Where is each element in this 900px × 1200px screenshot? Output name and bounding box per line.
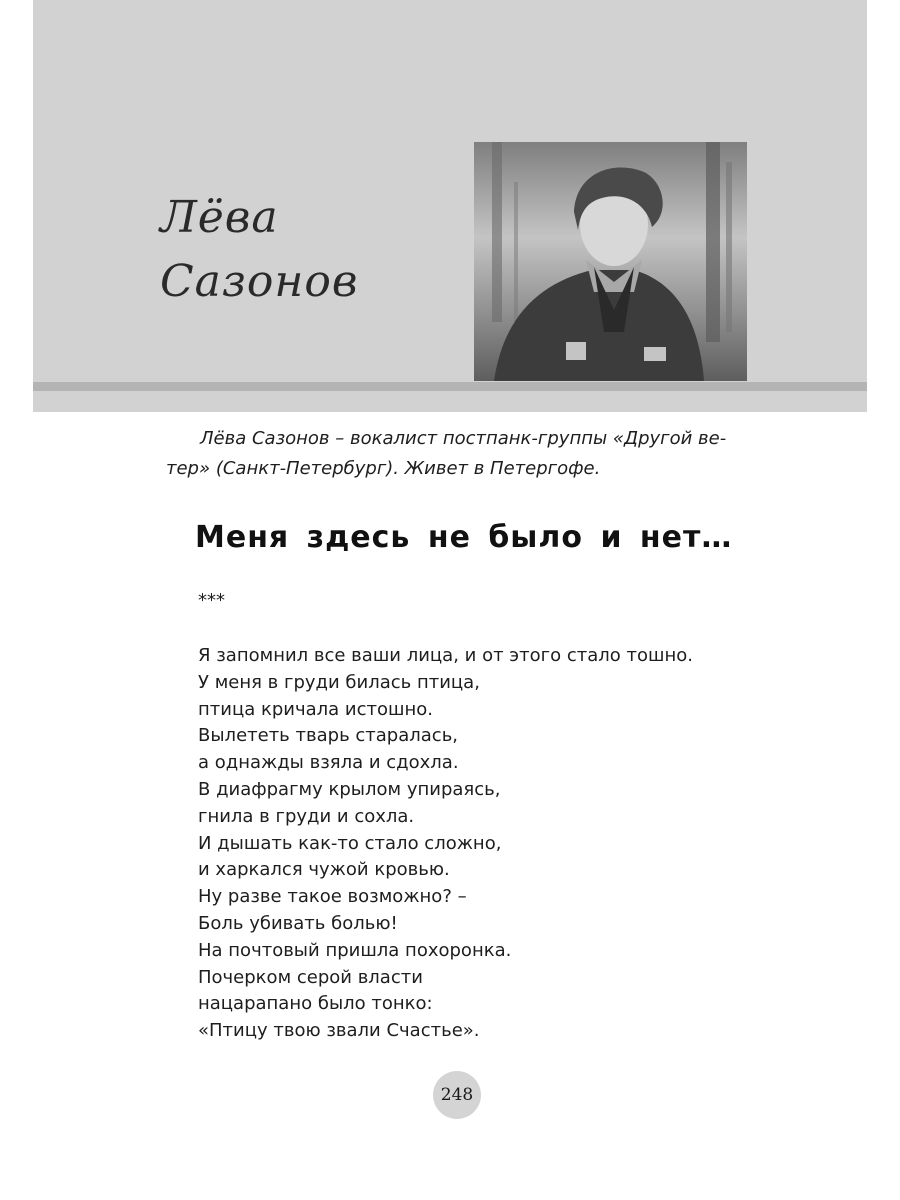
poem-line: В диафрагму крылом упираясь, <box>198 778 501 800</box>
poem-line: и харкался чужой кровью. <box>198 859 450 881</box>
poem-line: Почерком серой власти <box>198 966 423 988</box>
poem-line: Ну разве такое возможно? – <box>198 886 467 908</box>
header-stripe <box>33 382 867 391</box>
poem-line: И дышать как-то стало сложно, <box>198 832 502 854</box>
author-first-name: Лёва <box>160 192 279 243</box>
poem-line: нацарапано было тонко: <box>198 993 433 1015</box>
poem-line: Вылететь тварь старалась, <box>198 725 459 747</box>
bio-line: Лёва Сазонов – вокалист постпанк-группы «Другой ве- <box>200 428 727 449</box>
author-last-name: Сазонов <box>160 256 359 307</box>
poem-body <box>198 643 693 1045</box>
bio-line: тер» (Санкт-Петербург). Живет в Петергофе. <box>166 458 601 479</box>
poem-line: гнила в груди и сохла. <box>198 805 415 827</box>
poem-line: У меня в груди билась птица, <box>198 671 480 693</box>
poem-line: Боль убивать болью! <box>198 912 398 934</box>
page-number: 248 <box>433 1071 481 1119</box>
poem-line: «Птицу твою звали Счастье». <box>198 1020 480 1042</box>
poem-line: а однажды взяла и сдохла. <box>198 752 459 774</box>
author-name <box>160 186 358 314</box>
poem-line: На почтовый пришла похоронка. <box>198 939 512 961</box>
section-stars: *** <box>198 590 225 611</box>
poem-line: птица кричала истошно. <box>198 698 433 720</box>
author-portrait-photo <box>474 142 747 381</box>
poem-title: Меня здесь не было и нет… <box>195 520 733 555</box>
poem-line: Я запомнил все ваши лица, и от этого стало тошно. <box>198 645 693 666</box>
author-bio <box>166 424 766 484</box>
